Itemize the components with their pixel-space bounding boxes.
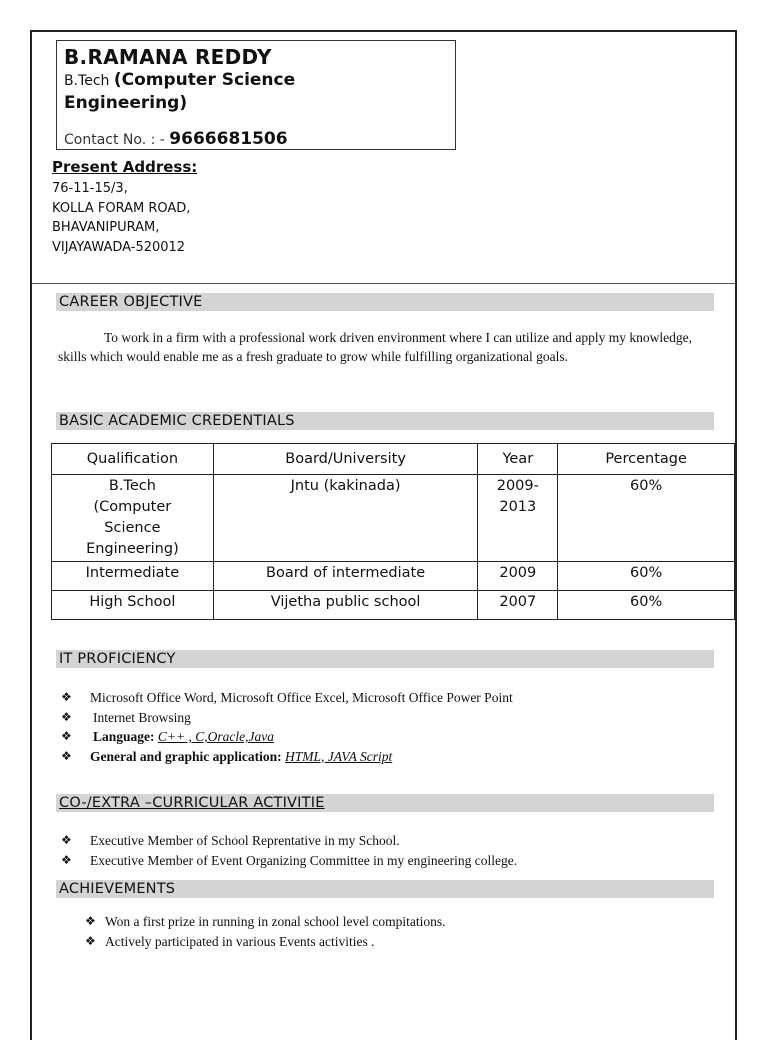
diamond-bullet-icon: ❖ [61,833,72,847]
it-list [61,688,513,766]
list-item [61,747,513,767]
section-title: ACHIEVEMENTS [59,881,176,897]
diamond-bullet-icon: ❖ [61,729,72,743]
section-achievements [56,880,714,898]
academic-table [51,443,735,620]
cell-line: 2013 [499,499,537,515]
address-line: BHAVANIPURAM, [52,220,160,235]
cell-percentage: 60% [558,591,735,620]
cell-year: 2009 [478,562,558,591]
achievements-list [85,912,445,951]
cell-line: 2009- [496,478,539,494]
header-percentage: Percentage [558,444,735,475]
contact-line [64,129,288,149]
list-item [61,851,517,871]
cell-line: (Computer [93,499,172,515]
section-career-objective [56,293,714,311]
item-text: Actively participated in various Events activities . [105,933,375,949]
extra-list [61,831,517,870]
graphic-label: General and graphic application: [90,748,282,764]
list-item [85,932,445,952]
cell-line: Engineering) [86,541,179,557]
item-text: Executive Member of School Reprentative in my School. [90,833,400,848]
item-text: Microsoft Office Word, Microsoft Office Excel, Microsoft Office Power Point [90,690,513,705]
list-item [61,708,513,728]
section-title: CAREER OBJECTIVE [59,294,203,310]
cell-year: 2007 [478,591,558,620]
header-year: Year [478,444,558,475]
separator-line [32,283,735,284]
item-text: Internet Browsing [93,709,191,725]
list-item [61,727,513,747]
table-row [52,562,735,591]
language-value: C++ , C,Oracle,Java [157,729,274,744]
item-text: Executive Member of Event Organizing Committee in my engineering college. [90,852,518,868]
diamond-bullet-icon: ❖ [61,852,72,867]
table-row [52,591,735,620]
table-header-row [52,444,735,475]
cell-board: Vijetha public school [213,591,478,620]
section-title: IT PROFICIENCY [59,651,176,667]
address-line: VIJAYAWADA-520012 [52,239,186,255]
degree-line-2 [64,92,455,115]
candidate-name: B.RAMANA REDDY [64,45,272,69]
diamond-bullet-icon: ❖ [61,709,72,724]
list-item [61,688,513,708]
list-item [85,912,445,932]
header-qualification: Qualification [52,444,214,475]
list-item [61,831,517,851]
diamond-bullet-icon: ❖ [61,748,72,763]
cell-board: Jntu (kakinada) [213,475,478,562]
cell-board: Board of intermediate [213,562,478,591]
address-line: 76-11-15/3, [52,181,128,196]
section-academic [56,412,714,430]
address-title: Present Address: [52,158,198,176]
table-row [52,475,735,562]
cell-line: Science [104,520,161,536]
section-extra-curricular [56,794,714,812]
cell-qualification [52,475,214,562]
header-board: Board/University [213,444,478,475]
section-it-proficiency [56,650,714,668]
cell-line: B.Tech [108,478,156,494]
section-title: CO-/EXTRA –CURRICULAR ACTIVITIE [59,795,325,811]
diamond-bullet-icon: ❖ [61,690,72,704]
contact-label: Contact No. : - [64,132,165,148]
cell-qualification: High School [52,591,214,620]
graphic-value: HTML, JAVA Script [285,748,393,764]
cell-qualification: Intermediate [52,562,214,591]
section-title: BASIC ACADEMIC CREDENTIALS [59,413,295,429]
diamond-bullet-icon: ❖ [85,914,96,928]
item-text: Won a first prize in running in zonal school level compitations. [105,914,446,929]
address-line: KOLLA FORAM ROAD, [52,200,191,216]
degree-main-2: Engineering) [64,93,188,113]
degree-prefix: B.Tech [64,73,110,89]
objective-text: To work in a firm with a professional work driven environment where I can utilize and apply my knowledge, skills which would enable me as a fresh graduate to grow while fulfilling organizational goals. [58,330,693,364]
degree-main-1: (Computer Science [113,70,296,90]
degree-line [64,69,455,92]
cell-percentage: 60% [558,562,735,591]
header-box [56,40,456,150]
cell-percentage: 60% [558,475,735,562]
diamond-bullet-icon: ❖ [85,933,96,948]
address-block [52,179,190,257]
contact-number: 9666681506 [169,129,288,149]
language-label: Language: [93,729,155,744]
cell-year [478,475,558,562]
